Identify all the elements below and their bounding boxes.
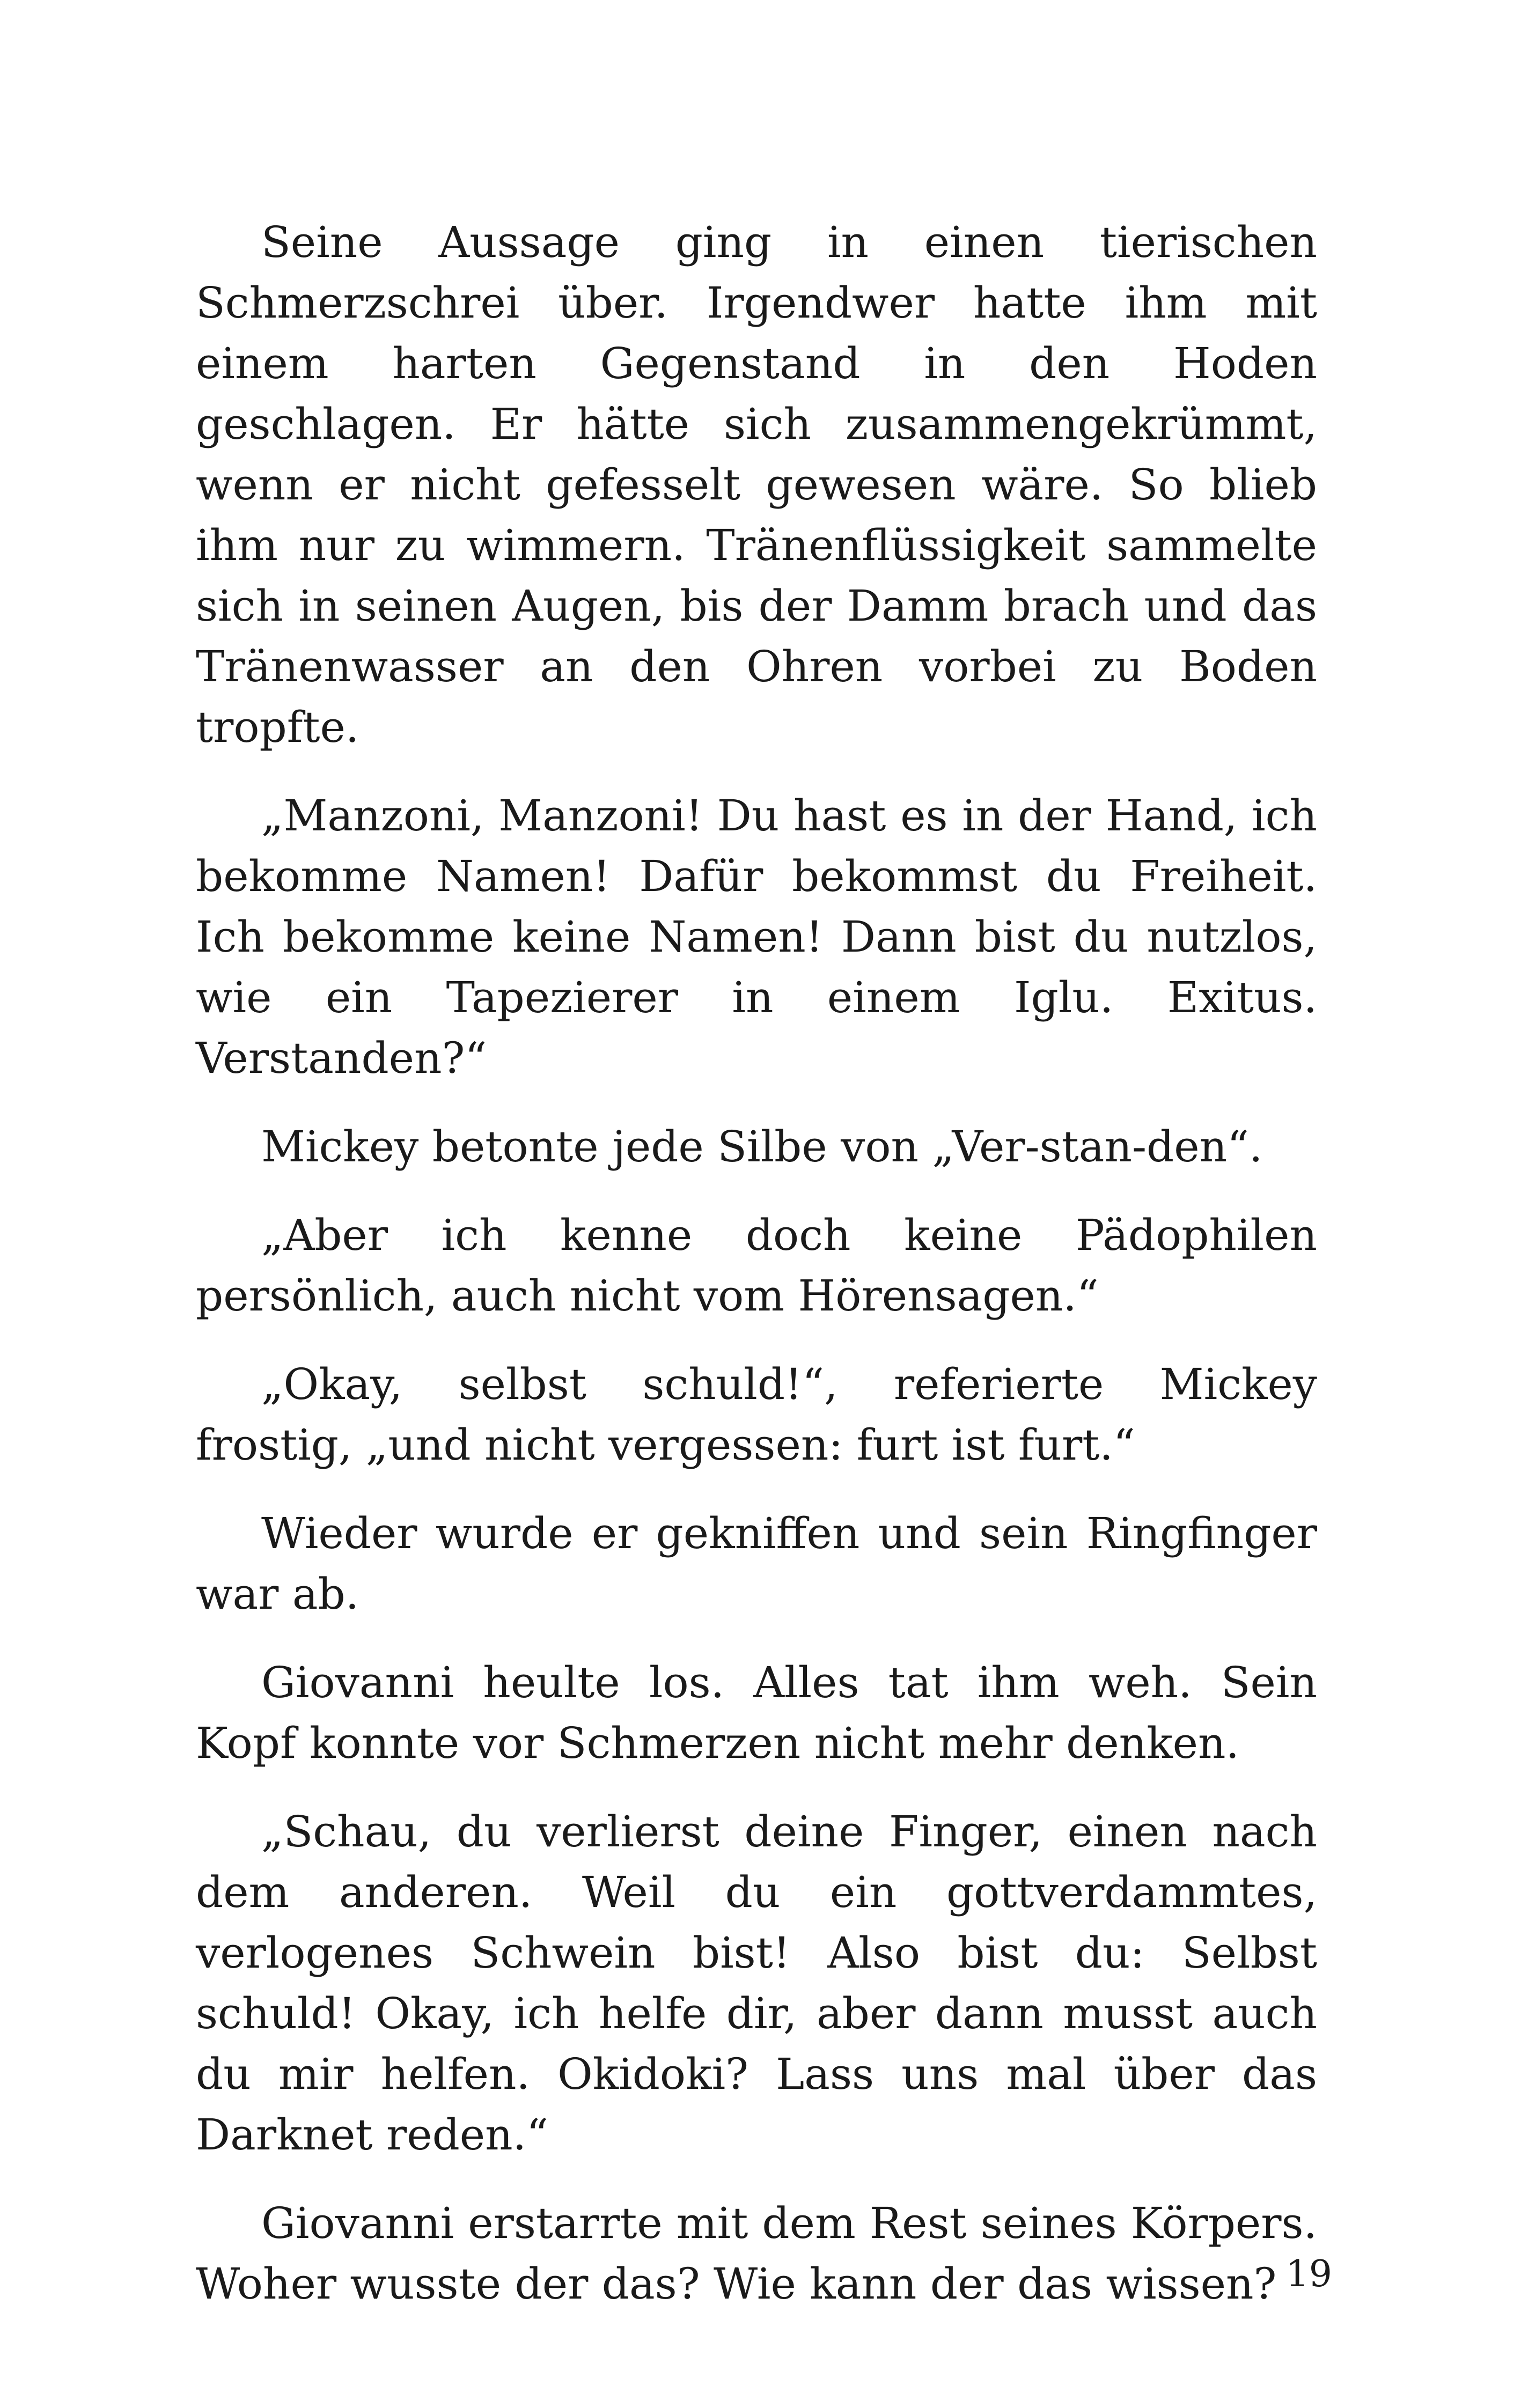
paragraph: Wieder wurde er gekniffen und sein Ringfinger war ab.: [196, 1508, 1317, 1619]
body-text: [196, 212, 1317, 2342]
paragraph: Giovanni heulte los. Alles tat ihm weh. Sein Kopf konnte vor Schmerzen nicht mehr denken.: [196, 1658, 1317, 1768]
paragraph: „Schau, du verlierst deine Finger, einen nach dem anderen. Weil du ein gottverdammtes, verlogenes Schwein bist! Also bist du: Selbst schuld! Okay, ich helfe dir, aber dann musst auch du mir helfen. Okidoki? Lass uns mal über das Darknet reden.“: [196, 1807, 1317, 2160]
paragraph: Seine Aussage ging in einen tierischen Schmerzschrei über. Irgendwer hatte ihm mit einem harten Gegenstand in den Hoden geschlagen. Er hätte sich zusammengekrümmt, wenn er nicht gefesselt gewesen wäre. So blieb ihm nur zu wimmern. Tränenflüssigkeit sammelte sich in seinen Augen, bis der Damm brach und das Tränenwasser an den Ohren vorbei zu Boden tropfte.: [196, 217, 1317, 752]
paragraph: Giovanni erstarrte mit dem Rest seines Körpers. Woher wusste der das? Wie kann der das wissen?: [196, 2198, 1317, 2309]
paragraph: Mickey betonte jede Silbe von „Ver-stan-den“.: [261, 1122, 1263, 1172]
paragraph: „Manzoni, Manzoni! Du hast es in der Hand, ich bekomme Namen! Dafür bekommst du Freiheit. Ich bekomme keine Namen! Dann bist du nutzlos, wie ein Tapezierer in einem Iglu. Exitus. Verstanden?“: [196, 791, 1317, 1083]
page-number: 19: [1285, 2253, 1332, 2295]
paragraph: „Okay, selbst schuld!“, referierte Mickey frostig, „und nicht vergessen: furt ist furt.“: [196, 1359, 1317, 1470]
paragraph: „Aber ich kenne doch keine Pädophilen persönlich, auch nicht vom Hörensagen.“: [196, 1210, 1317, 1321]
